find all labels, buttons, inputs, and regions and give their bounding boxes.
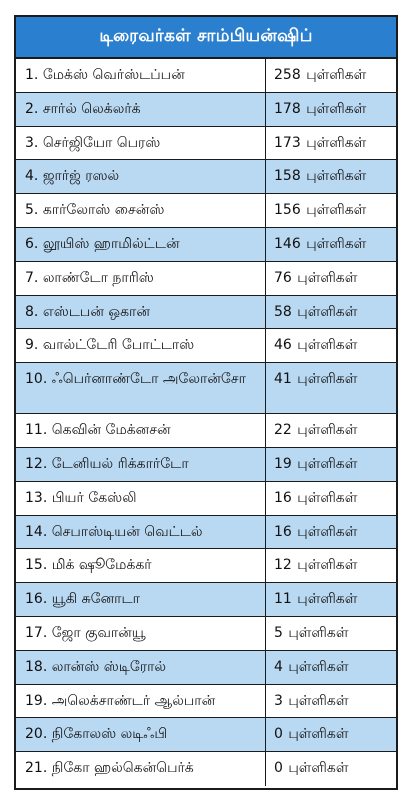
driver-cell bbox=[16, 516, 266, 549]
points-value: 0 bbox=[274, 760, 283, 777]
driver-name: ஜோ குவான்யூ bbox=[51, 624, 146, 641]
driver-rank: 20. bbox=[25, 726, 48, 743]
points-unit: புள்ளிகள் bbox=[297, 523, 358, 540]
driver-name: ஜார்ஜ் ரஸல் bbox=[42, 168, 120, 185]
points-unit: புள்ளிகள் bbox=[306, 67, 367, 83]
driver-name: செபாஸ்டியன் வெட்டல் bbox=[51, 523, 203, 540]
table-row bbox=[16, 363, 396, 414]
points-cell bbox=[266, 296, 396, 329]
standings-table bbox=[14, 15, 398, 790]
driver-rank: 21. bbox=[25, 760, 48, 777]
driver-cell bbox=[16, 752, 266, 786]
points-unit: புள்ளிகள் bbox=[297, 303, 358, 320]
table-row bbox=[16, 482, 396, 516]
driver-name: எஸ்டபன் ஒகான் bbox=[42, 303, 150, 320]
driver-name: லான்ஸ் ஸ்டிரோல் bbox=[51, 658, 167, 675]
standings-rows bbox=[16, 59, 396, 786]
driver-rank: 4. bbox=[25, 168, 39, 185]
driver-name: வால்ட்டேரி போட்டாஸ் bbox=[42, 337, 195, 354]
points-unit: புள்ளிகள் bbox=[288, 624, 349, 641]
driver-name: ஃபெர்னாண்டோ அலோன்சோ bbox=[51, 371, 246, 388]
table-row bbox=[16, 127, 396, 161]
driver-name: யூகி சுனோடா bbox=[51, 591, 140, 608]
points-cell bbox=[266, 549, 396, 582]
driver-rank: 9. bbox=[25, 337, 39, 354]
points-value: 146 bbox=[274, 235, 301, 252]
points-cell bbox=[266, 448, 396, 481]
points-cell bbox=[266, 482, 396, 515]
table-row bbox=[16, 194, 396, 228]
driver-name: பியர் கேஸ்லி bbox=[51, 489, 137, 506]
driver-rank: 2. bbox=[25, 100, 39, 117]
driver-rank: 13. bbox=[25, 489, 48, 506]
driver-rank: 11. bbox=[25, 422, 48, 439]
table-row bbox=[16, 414, 396, 448]
points-value: 58 bbox=[274, 303, 292, 320]
points-cell bbox=[266, 752, 396, 786]
driver-cell bbox=[16, 296, 266, 329]
table-row bbox=[16, 262, 396, 296]
points-unit: புள்ளிகள் bbox=[297, 591, 358, 608]
points-cell bbox=[266, 685, 396, 718]
driver-rank: 17. bbox=[25, 624, 48, 641]
points-value: 3 bbox=[274, 692, 283, 709]
points-unit: புள்ளிகள் bbox=[288, 760, 349, 777]
points-unit: புள்ளிகள் bbox=[306, 202, 367, 219]
points-cell bbox=[266, 583, 396, 616]
table-row bbox=[16, 448, 396, 482]
driver-rank: 5. bbox=[25, 202, 39, 219]
points-value: 156 bbox=[274, 202, 301, 219]
table-row bbox=[16, 617, 396, 651]
driver-cell bbox=[16, 59, 266, 92]
driver-cell bbox=[16, 718, 266, 751]
driver-name: நிகோ ஹல்கென்பெர்க் bbox=[51, 760, 194, 777]
driver-rank: 19. bbox=[25, 692, 48, 709]
points-cell bbox=[266, 194, 396, 227]
points-value: 41 bbox=[274, 371, 292, 388]
driver-rank: 16. bbox=[25, 591, 48, 608]
table-row bbox=[16, 718, 396, 752]
points-cell bbox=[266, 127, 396, 160]
points-cell bbox=[266, 651, 396, 684]
points-unit: புள்ளிகள் bbox=[288, 692, 349, 709]
table-row bbox=[16, 685, 396, 719]
driver-cell bbox=[16, 363, 266, 413]
driver-cell bbox=[16, 482, 266, 515]
points-cell bbox=[266, 516, 396, 549]
points-unit: புள்ளிகள் bbox=[297, 455, 358, 472]
driver-cell bbox=[16, 194, 266, 227]
driver-name: அலெக்சாண்டர் ஆல்பான் bbox=[51, 692, 216, 709]
points-cell bbox=[266, 59, 396, 92]
points-value: 16 bbox=[274, 523, 292, 540]
driver-rank: 8. bbox=[25, 303, 39, 320]
table-row bbox=[16, 516, 396, 550]
points-cell bbox=[266, 228, 396, 261]
driver-name: செர்ஜியோ பெரஸ் bbox=[42, 134, 161, 151]
driver-name: கார்லோஸ் சைன்ஸ் bbox=[42, 202, 165, 219]
table-row bbox=[16, 651, 396, 685]
points-unit: புள்ளிகள் bbox=[306, 235, 367, 252]
driver-cell bbox=[16, 228, 266, 261]
table-title: டிரைவர்கள் சாம்பியன்ஷிப் bbox=[16, 17, 396, 59]
driver-rank: 7. bbox=[25, 269, 39, 286]
points-cell bbox=[266, 718, 396, 751]
driver-cell bbox=[16, 160, 266, 193]
points-value: 258 bbox=[274, 67, 301, 83]
table-row bbox=[16, 752, 396, 786]
points-value: 5 bbox=[274, 624, 283, 641]
points-value: 19 bbox=[274, 455, 292, 472]
points-unit: புள்ளிகள் bbox=[297, 489, 358, 506]
driver-rank: 15. bbox=[25, 557, 48, 574]
points-value: 16 bbox=[274, 489, 292, 506]
points-cell bbox=[266, 414, 396, 447]
points-value: 0 bbox=[274, 726, 283, 743]
driver-name: லூயிஸ் ஹாமில்ட்டன் bbox=[42, 235, 180, 252]
driver-name: மேக்ஸ் வெர்ஸ்டப்பன் bbox=[42, 67, 185, 83]
driver-name: கெவின் மேக்னசன் bbox=[51, 422, 171, 439]
driver-cell bbox=[16, 617, 266, 650]
table-row bbox=[16, 59, 396, 93]
table-row bbox=[16, 296, 396, 330]
points-unit: புள்ளிகள் bbox=[288, 726, 349, 743]
table-row bbox=[16, 583, 396, 617]
driver-cell bbox=[16, 448, 266, 481]
driver-rank: 12. bbox=[25, 455, 48, 472]
points-unit: புள்ளிகள் bbox=[306, 168, 367, 185]
points-value: 178 bbox=[274, 100, 301, 117]
table-row bbox=[16, 228, 396, 262]
points-value: 22 bbox=[274, 422, 292, 439]
table-row bbox=[16, 93, 396, 127]
table-row bbox=[16, 329, 396, 363]
points-unit: புள்ளிகள் bbox=[306, 100, 367, 117]
points-unit: புள்ளிகள் bbox=[306, 134, 367, 151]
points-unit: புள்ளிகள் bbox=[297, 422, 358, 439]
table-row bbox=[16, 160, 396, 194]
driver-rank: 10. bbox=[25, 371, 48, 388]
points-unit: புள்ளிகள் bbox=[297, 269, 358, 286]
points-value: 173 bbox=[274, 134, 301, 151]
points-value: 11 bbox=[274, 591, 292, 608]
driver-cell bbox=[16, 93, 266, 126]
driver-rank: 3. bbox=[25, 134, 39, 151]
driver-cell bbox=[16, 549, 266, 582]
points-unit: புள்ளிகள் bbox=[297, 371, 358, 388]
driver-cell bbox=[16, 127, 266, 160]
points-value: 4 bbox=[274, 658, 283, 675]
driver-rank: 1. bbox=[25, 67, 39, 83]
points-cell bbox=[266, 329, 396, 362]
driver-cell bbox=[16, 583, 266, 616]
points-cell bbox=[266, 93, 396, 126]
points-unit: புள்ளிகள் bbox=[297, 337, 358, 354]
driver-name: லாண்டோ நாரிஸ் bbox=[42, 269, 154, 286]
driver-cell bbox=[16, 651, 266, 684]
table-row bbox=[16, 549, 396, 583]
points-unit: புள்ளிகள் bbox=[297, 557, 358, 574]
points-cell bbox=[266, 160, 396, 193]
points-cell bbox=[266, 262, 396, 295]
points-value: 76 bbox=[274, 269, 292, 286]
driver-name: சார்ல் லெக்லர்க் bbox=[42, 100, 141, 117]
driver-name: மிக் ஷூமேக்கர் bbox=[51, 557, 152, 574]
points-cell bbox=[266, 617, 396, 650]
driver-cell bbox=[16, 414, 266, 447]
driver-name: நிகோலஸ் லடிஃபி bbox=[51, 726, 168, 743]
driver-rank: 14. bbox=[25, 523, 48, 540]
driver-rank: 18. bbox=[25, 658, 48, 675]
driver-cell bbox=[16, 262, 266, 295]
driver-name: டேனியல் ரிக்கார்டோ bbox=[51, 455, 189, 472]
driver-cell bbox=[16, 329, 266, 362]
driver-rank: 6. bbox=[25, 235, 39, 252]
points-unit: புள்ளிகள் bbox=[288, 658, 349, 675]
points-value: 46 bbox=[274, 337, 292, 354]
points-value: 158 bbox=[274, 168, 301, 185]
points-cell bbox=[266, 363, 396, 413]
driver-cell bbox=[16, 685, 266, 718]
points-value: 12 bbox=[274, 557, 292, 574]
